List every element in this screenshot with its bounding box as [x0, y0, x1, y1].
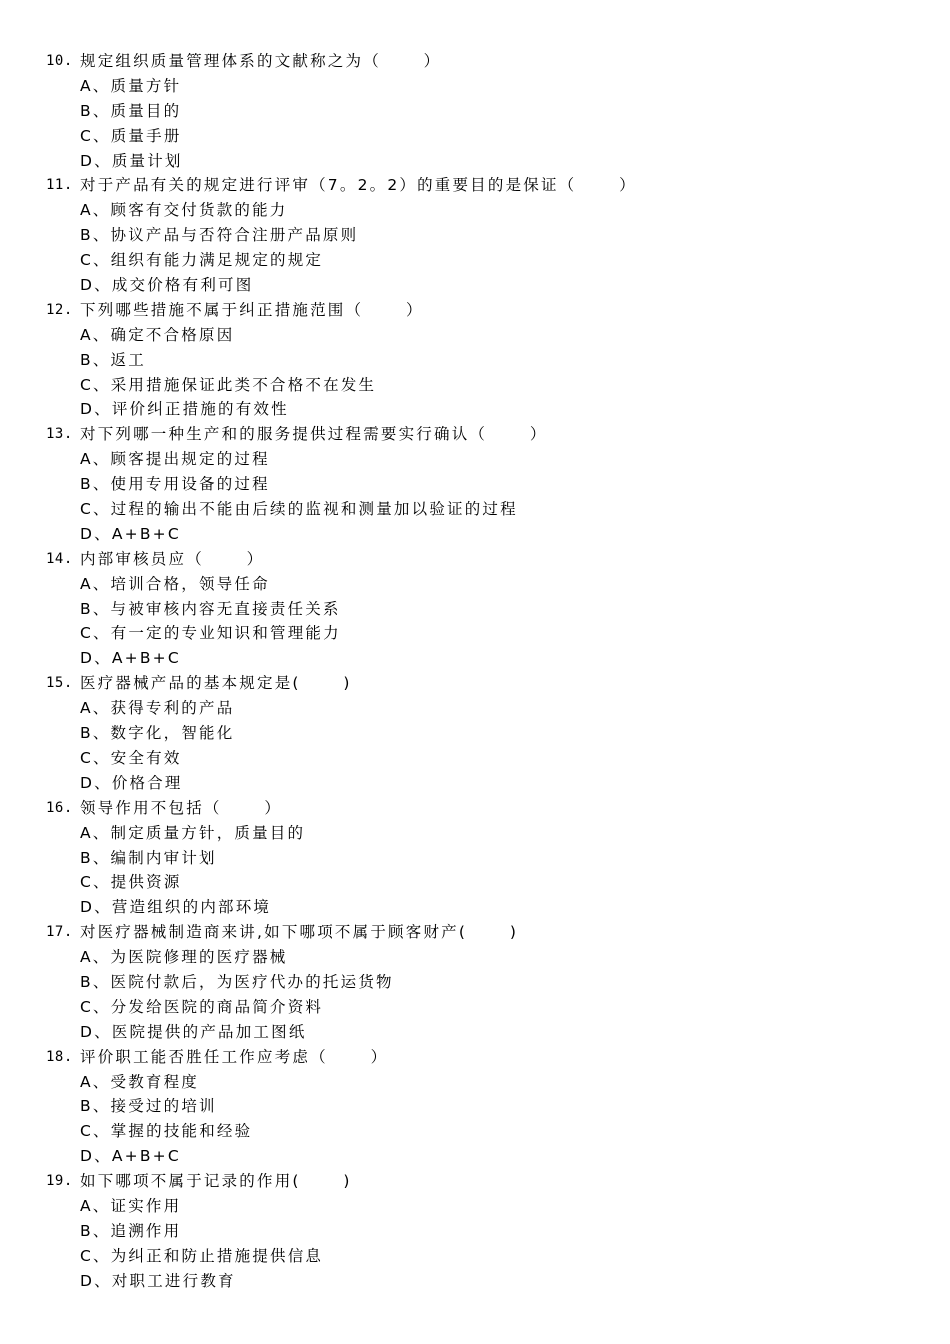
question-list: [46, 49, 926, 1294]
answer-option: B、追溯作用: [80, 1221, 182, 1240]
answer-option: B、数字化，智能化: [80, 724, 235, 743]
question-block: [46, 49, 926, 173]
answer-option: C、分发给医院的商品简介资料: [80, 997, 324, 1016]
question-line: [46, 671, 926, 696]
question-line: [46, 173, 926, 198]
answer-option: D、价格合理: [80, 773, 183, 792]
question-line: [46, 547, 926, 572]
question-text: 下列哪些措施不属于纠正措施范围（ ）: [80, 300, 424, 319]
question-line: [46, 49, 926, 74]
question-block: [46, 1169, 926, 1293]
answer-option: A、确定不合格原因: [80, 325, 235, 344]
answer-option: A、为医院修理的医疗器械: [80, 948, 288, 967]
question-text: 对下列哪一种生产和的服务提供过程需要实行确认（ ）: [80, 425, 548, 444]
answer-option: D、医院提供的产品加工图纸: [80, 1022, 307, 1041]
question-number: 16.: [46, 799, 73, 816]
question-number: 14.: [46, 550, 73, 567]
question-number: 18.: [46, 1048, 73, 1065]
question-line: [46, 1169, 926, 1194]
answer-option: B、与被审核内容无直接责任关系: [80, 599, 341, 618]
question-number: 19.: [46, 1173, 73, 1190]
question-block: [46, 920, 926, 1044]
answer-option: D、A+B+C: [80, 649, 181, 668]
question-line: [46, 1045, 926, 1070]
question-text: 医疗器械产品的基本规定是( ): [80, 674, 352, 693]
answer-option: B、返工: [80, 350, 146, 369]
question-text: 对医疗器械制造商来讲,如下哪项不属于顾客财产( ): [80, 923, 519, 942]
question-number: 12.: [46, 301, 73, 318]
question-number: 15.: [46, 675, 73, 692]
answer-option: A、顾客提出规定的过程: [80, 450, 270, 469]
answer-option: D、对职工进行教育: [80, 1271, 236, 1290]
answer-option: A、获得专利的产品: [80, 699, 235, 718]
answer-option: D、成交价格有利可图: [80, 276, 254, 295]
question-block: [46, 547, 926, 671]
question-block: [46, 298, 926, 422]
answer-option: D、质量计划: [80, 151, 183, 170]
question-text: 评价职工能否胜任工作应考虑（ ）: [80, 1047, 389, 1066]
question-line: [46, 298, 926, 323]
answer-option: A、顾客有交付货款的能力: [80, 201, 288, 220]
question-block: [46, 173, 926, 297]
answer-option: D、营造组织的内部环境: [80, 898, 272, 917]
answer-option: D、评价纠正措施的有效性: [80, 400, 289, 419]
question-text: 如下哪项不属于记录的作用( ): [80, 1172, 352, 1191]
answer-option: B、使用专用设备的过程: [80, 475, 270, 494]
answer-option: B、医院付款后，为医疗代办的托运货物: [80, 972, 394, 991]
question-block: [46, 1045, 926, 1169]
answer-option: C、有一定的专业知识和管理能力: [80, 624, 341, 643]
answer-option: C、质量手册: [80, 126, 182, 145]
question-number: 13.: [46, 426, 73, 443]
answer-option: A、制定质量方针，质量目的: [80, 823, 306, 842]
answer-option: B、质量目的: [80, 101, 182, 120]
answer-option: B、接受过的培训: [80, 1097, 217, 1116]
answer-option: D、A+B+C: [80, 1147, 181, 1166]
answer-option: A、培训合格，领导任命: [80, 574, 270, 593]
question-line: [46, 422, 926, 447]
question-text: 内部审核员应（ ）: [80, 549, 265, 568]
answer-option: A、受教育程度: [80, 1072, 200, 1091]
answer-option: B、编制内审计划: [80, 848, 217, 867]
question-line: [46, 796, 926, 821]
answer-option: C、组织有能力满足规定的规定: [80, 251, 324, 270]
answer-option: D、A+B+C: [80, 524, 181, 543]
question-text: 对于产品有关的规定进行评审（7。2。2）的重要目的是保证（ ）: [80, 176, 637, 195]
answer-option: C、提供资源: [80, 873, 182, 892]
question-number: 17.: [46, 924, 73, 941]
answer-option: C、掌握的技能和经验: [80, 1122, 253, 1141]
question-number: 10.: [46, 53, 73, 69]
question-text: 规定组织质量管理体系的文献称之为（ ）: [80, 52, 442, 70]
question-text: 领导作用不包括（ ）: [80, 798, 283, 817]
question-block: [46, 671, 926, 795]
answer-option: A、证实作用: [80, 1196, 182, 1215]
question-number: 11.: [46, 177, 73, 194]
answer-option: C、采用措施保证此类不合格不在发生: [80, 375, 377, 394]
question-line: [46, 920, 926, 945]
question-block: [46, 796, 926, 920]
answer-option: C、为纠正和防止措施提供信息: [80, 1246, 324, 1265]
question-block: [46, 422, 926, 546]
answer-option: C、过程的输出不能由后续的监视和测量加以验证的过程: [80, 500, 518, 519]
answer-option: C、安全有效: [80, 748, 182, 767]
answer-option: A、质量方针: [80, 76, 182, 95]
answer-option: B、协议产品与否符合注册产品原则: [80, 226, 359, 245]
